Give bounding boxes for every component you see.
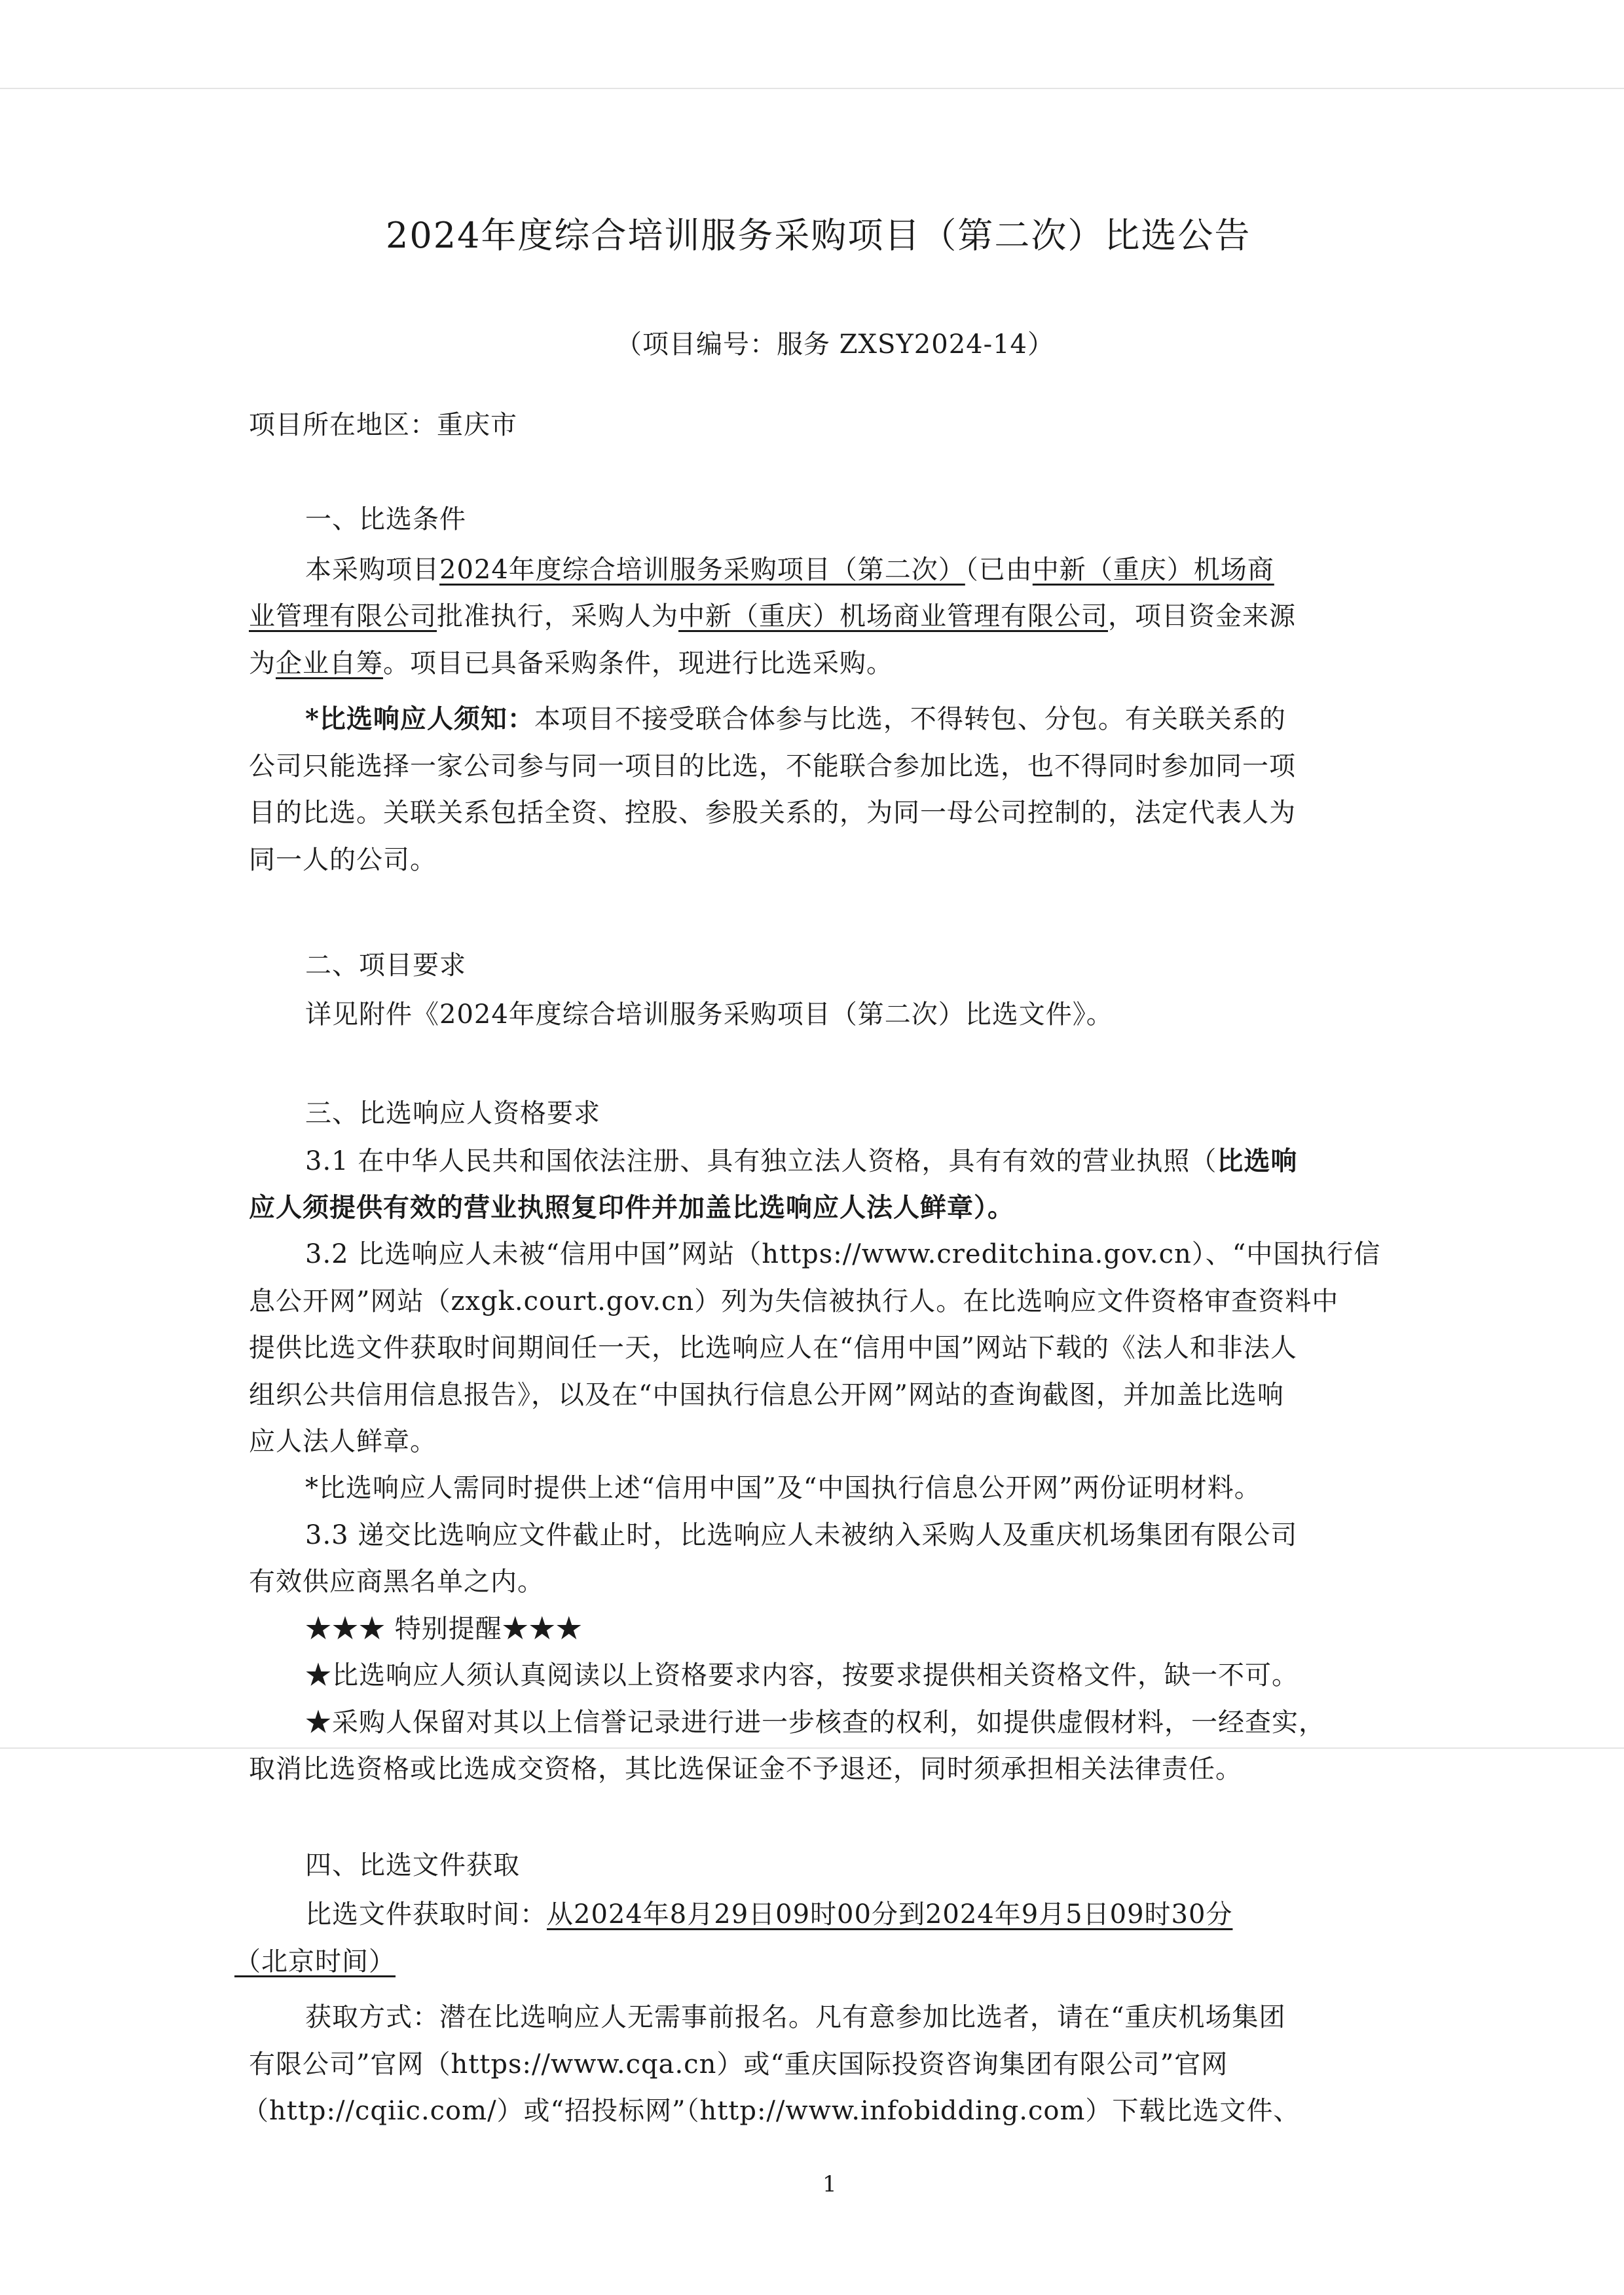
notice-line: 公司只能选择一家公司参与同一项目的比选，不能联合参加比选，也不得同时参加同一项 xyxy=(249,751,1296,781)
text-span: 为 xyxy=(249,648,276,679)
paragraph-line: 3.2 比选响应人未被“信用中国”网站（https://www.creditchina.gov.cn）、“中国执行信 xyxy=(305,1239,1381,1269)
paragraph-line xyxy=(249,644,893,683)
reminder-line: 取消比选资格或比选成交资格，其比选保证金不予退还，同时须承担相关法律责任。 xyxy=(249,1754,1242,1784)
text-span: 本采购项目 xyxy=(305,555,439,585)
notice-line xyxy=(305,700,1286,739)
purchaser-underlined: 中新（重庆）机场商业管理有限公司 xyxy=(678,601,1108,631)
section-1-heading: 一、比选条件 xyxy=(305,504,466,534)
company-name-underlined: 业管理有限公司 xyxy=(249,601,437,631)
project-name-underlined: 2024年度综合培训服务采购项目（第二次） xyxy=(439,555,965,585)
text-span: 比选文件获取时间： xyxy=(305,1899,547,1930)
text-span: 3.1 在中华人民共和国依法注册、具有独立法人资格，具有有效的营业执照（ xyxy=(305,1146,1217,1176)
paragraph-line: 提供比选文件获取时间期间任一天，比选响应人在“信用中国”网站下载的《法人和非法人 xyxy=(249,1333,1297,1363)
paragraph-line: 有效供应商黑名单之内。 xyxy=(249,1567,544,1597)
text-span: 。项目已具备采购条件，现进行比选采购。 xyxy=(383,648,893,679)
bold-text: 比选响 xyxy=(1217,1146,1298,1176)
text-span: 本项目不接受联合体参与比选，不得转包、分包。有关联关系的 xyxy=(534,704,1286,734)
paragraph-line: 应人法人鲜章。 xyxy=(249,1427,437,1457)
project-region: 项目所在地区：重庆市 xyxy=(249,410,517,440)
paragraph-line xyxy=(305,550,1274,589)
page-number: 1 xyxy=(822,2171,838,2197)
special-reminder-heading: ★★★ 特别提醒★★★ xyxy=(305,1614,583,1644)
funding-source-underlined: 企业自筹 xyxy=(276,648,383,679)
paragraph-line: 应人须提供有效的营业执照复印件并加盖比选响应人法人鲜章）。 xyxy=(249,1192,1014,1223)
section-4-heading: 四、比选文件获取 xyxy=(305,1850,520,1880)
paragraph-line: 3.3 递交比选响应文件截止时，比选响应人未被纳入采购人及重庆机场集团有限公司 xyxy=(305,1520,1298,1550)
notice-line: 目的比选。关联关系包括全资、控股、参股关系的，为同一母公司控制的，法定代表人为 xyxy=(249,798,1296,828)
document-title: 2024年度综合培训服务采购项目（第二次）比选公告 xyxy=(386,215,1251,256)
reminder-line: ★采购人保留对其以上信誉记录进行进一步核查的权利，如提供虚假材料，一经查实， xyxy=(305,1707,1325,1738)
section-3-heading: 三、比选响应人资格要求 xyxy=(305,1098,600,1129)
paragraph-line: （http://cqiic.com/）或“招投标网”（http://www.infobidding.com）下载比选文件、 xyxy=(242,2096,1301,2126)
paragraph-line: 详见附件《2024年度综合培训服务采购项目（第二次）比选文件》。 xyxy=(305,999,1113,1030)
beijing-time-underlined: （北京时间） xyxy=(234,1947,396,1977)
notice-line: 同一人的公司。 xyxy=(249,845,437,875)
project-number: （项目编号：服务 ZXSY2024-14） xyxy=(616,329,1055,360)
reminder-line: ★比选响应人须认真阅读以上资格要求内容，按要求提供相关资格文件，缺一不可。 xyxy=(305,1660,1299,1690)
paragraph-line: *比选响应人需同时提供上述“信用中国”及“中国执行信息公开网”两份证明材料。 xyxy=(305,1473,1261,1503)
paragraph-line xyxy=(305,1895,1232,1934)
text-span: ，项目资金来源 xyxy=(1108,601,1296,631)
notice-label: *比选响应人须知： xyxy=(305,703,534,734)
text-span: （已由 xyxy=(965,555,1033,585)
paragraph-line: 有限公司”官网（https://www.cqa.cn）或“重庆国际投资咨询集团有限公司”官网 xyxy=(249,2049,1228,2080)
scan-line xyxy=(0,1747,1624,1749)
paragraph-line: 获取方式：潜在比选响应人无需事前报名。凡有意参加比选者，请在“重庆机场集团 xyxy=(305,2002,1286,2032)
acquisition-period-underlined: 从2024年8月29日09时00分到2024年9月5日09时30分 xyxy=(547,1899,1233,1930)
paragraph-line xyxy=(249,597,1296,636)
paragraph-line: 息公开网”网站（zxgk.court.gov.cn）列为失信被执行人。在比选响应文件资格审查资料中 xyxy=(249,1286,1339,1316)
paragraph-line: 组织公共信用信息报告》，以及在“中国执行信息公开网”网站的查询截图，并加盖比选响 xyxy=(249,1380,1284,1410)
section-2-heading: 二、项目要求 xyxy=(305,950,466,980)
paragraph-line xyxy=(305,1142,1297,1181)
scan-line xyxy=(0,88,1624,89)
company-name-underlined: 中新（重庆）机场商 xyxy=(1032,555,1274,585)
text-span: 批准执行，采购人为 xyxy=(437,601,678,631)
